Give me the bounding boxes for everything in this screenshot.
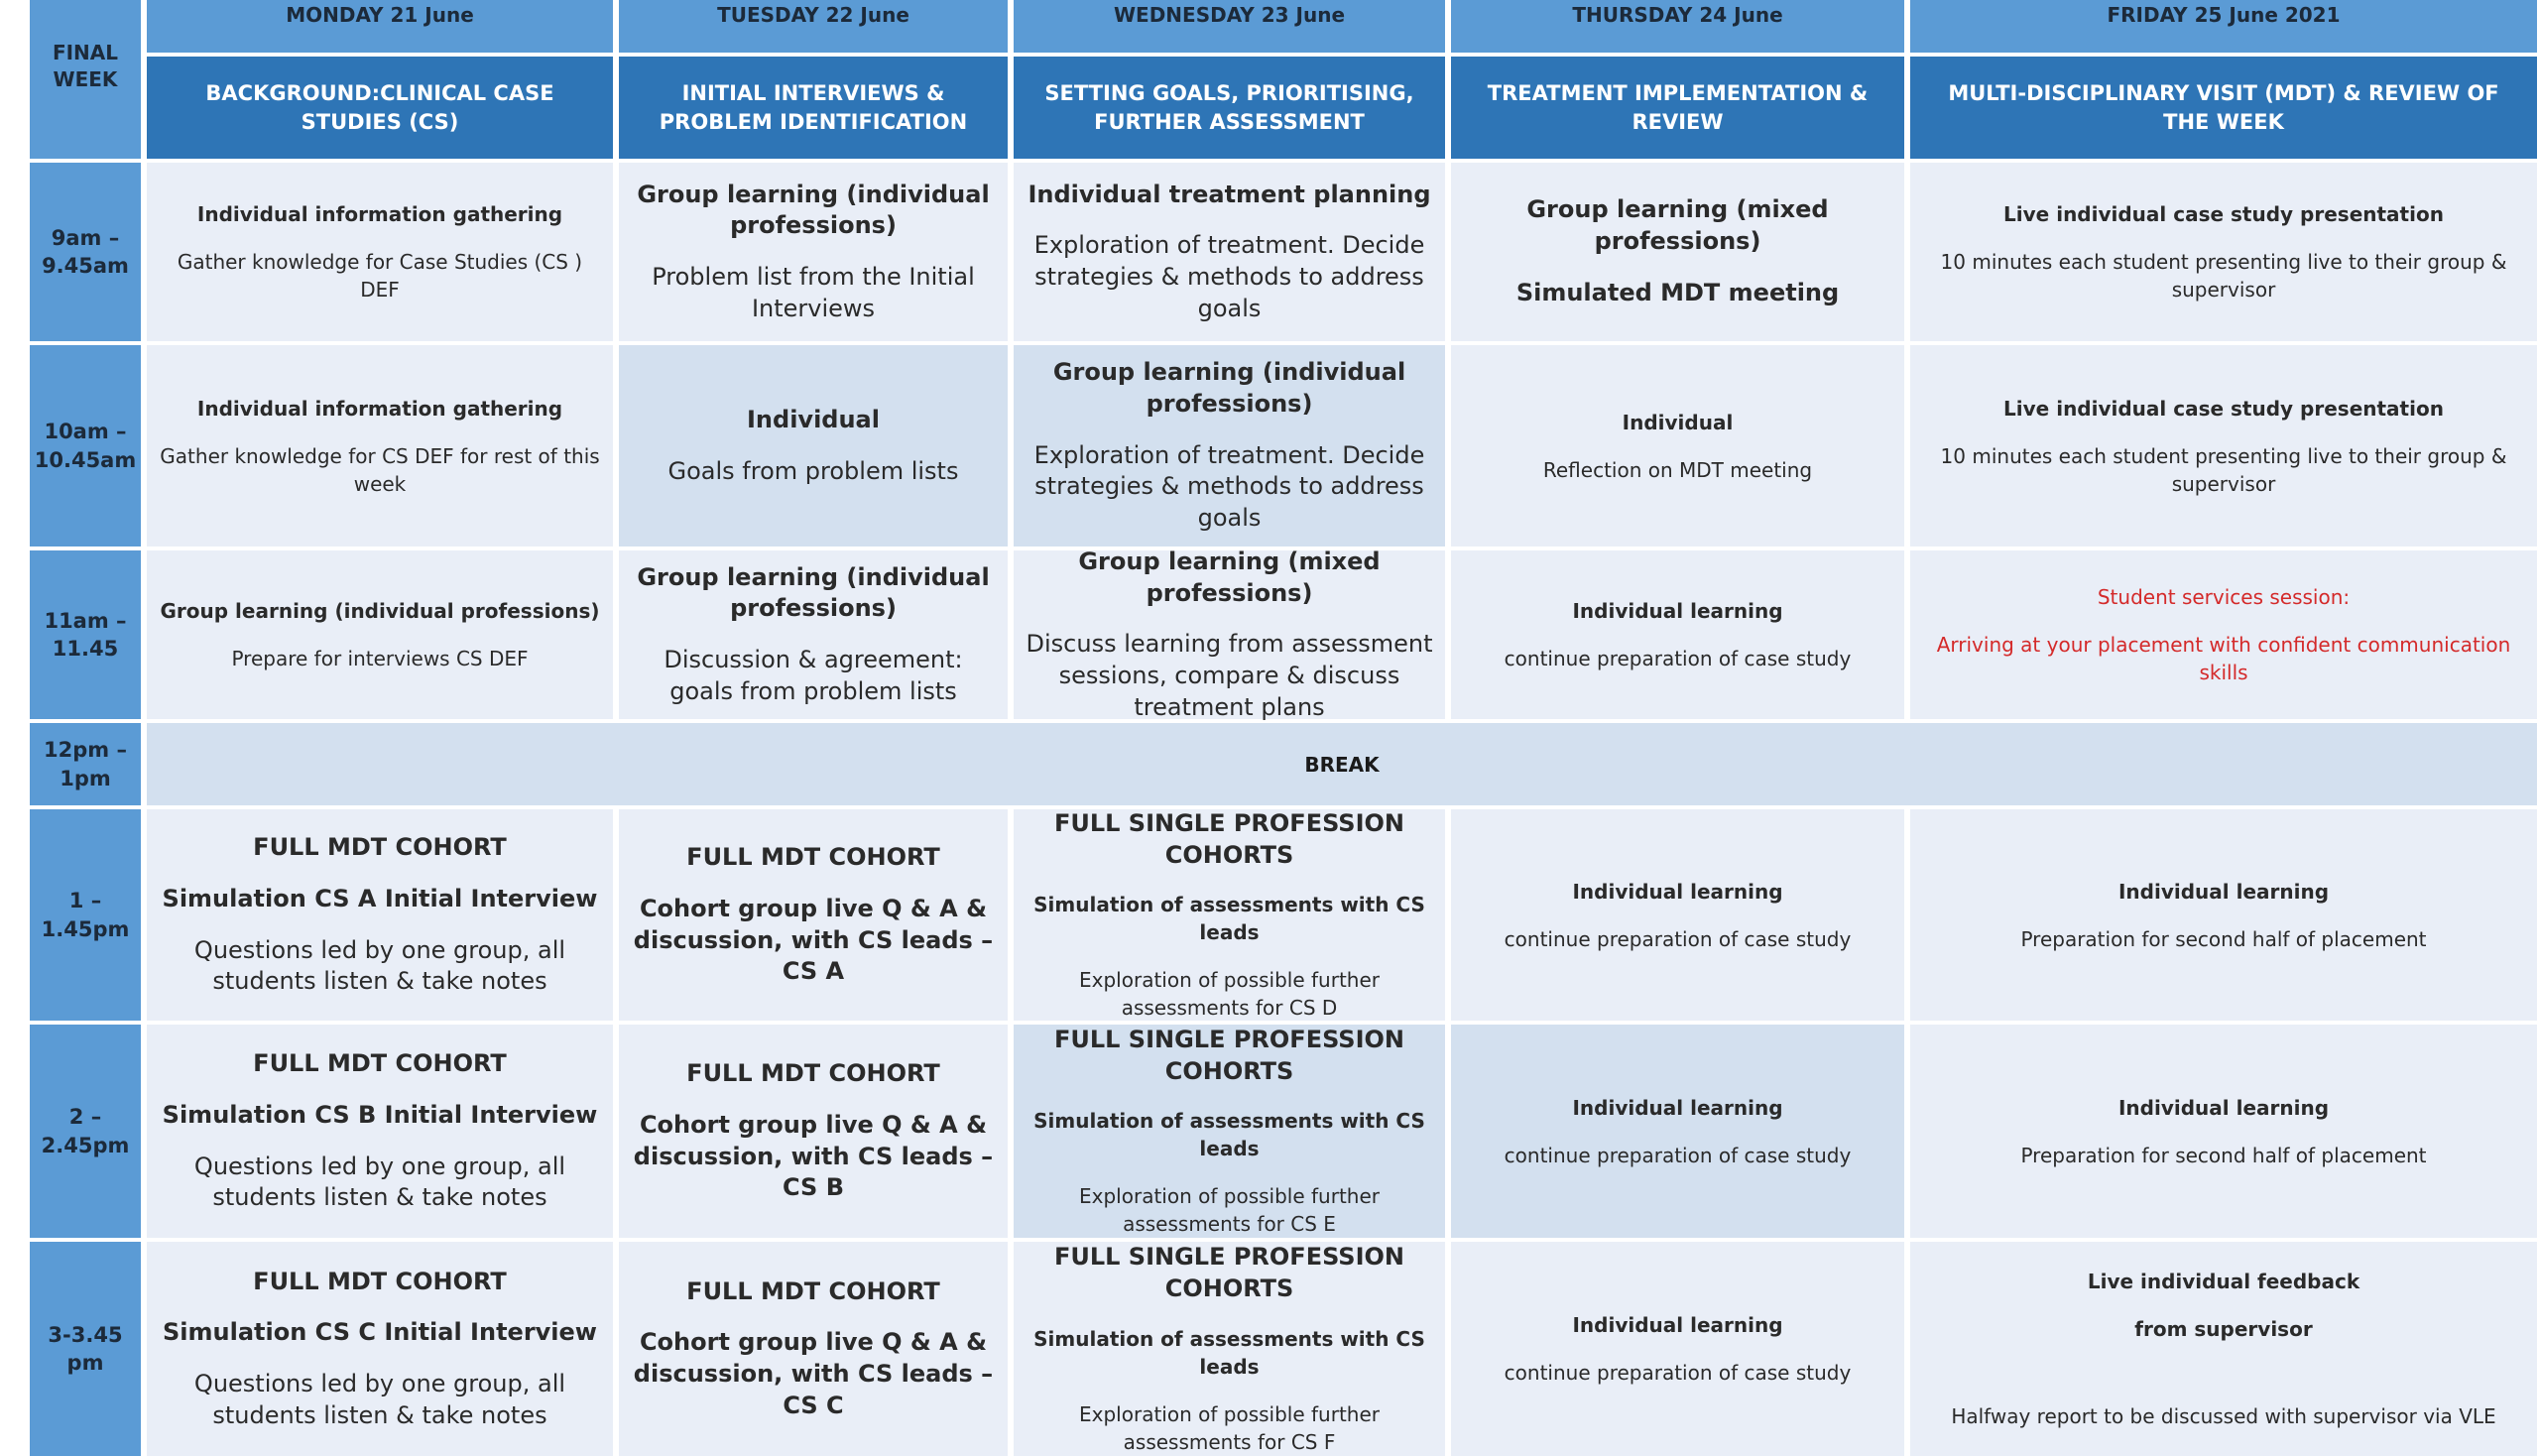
session-subtitle: Simulation CS A Initial Interview xyxy=(162,884,598,912)
session-subtitle: Cohort group live Q & A & discussion, with CS leads – CS C xyxy=(633,1328,994,1419)
final-week-label: FINAL WEEK xyxy=(30,0,141,159)
day-header-friday: FRIDAY 25 June 2021 xyxy=(1910,0,2537,53)
session-body: continue preparation of case study xyxy=(1504,647,1852,670)
session-fri-11am xyxy=(1910,550,2537,719)
theme-wednesday: SETTING GOALS, PRIORITISING, FURTHER ASSESSMENT xyxy=(1014,57,1445,159)
session-title: Group learning (individual professions) xyxy=(637,180,990,240)
session-body: Preparation for second half of placement xyxy=(2020,926,2427,951)
session-title: FULL MDT COHORT xyxy=(253,1049,507,1078)
session-mon-2pm xyxy=(147,1025,613,1238)
session-thu-9am xyxy=(1451,163,1904,341)
session-title: Individual learning xyxy=(1572,1095,1783,1120)
session-body: Discuss learning from assessment sessions, compare & discuss treatment plans xyxy=(1026,630,1433,721)
session-body: Gather knowledge for Case Studies (CS ) DEF xyxy=(177,250,583,302)
session-fri-10am xyxy=(1910,345,2537,546)
session-title: FULL MDT COHORT xyxy=(253,1267,507,1295)
session-title: Live individual case study presentation xyxy=(2003,396,2444,421)
session-subtitle: Simulation CS B Initial Interview xyxy=(162,1100,598,1129)
session-title: Individual learning xyxy=(1572,879,1783,904)
session-tue-2pm xyxy=(619,1025,1008,1238)
session-fri-2pm xyxy=(1910,1025,2537,1238)
theme-friday: MULTI-DISCIPLINARY VISIT (MDT) & REVIEW OF THE WEEK xyxy=(1910,57,2537,159)
session-title: Individual learning xyxy=(1572,1313,1783,1337)
session-tue-10am xyxy=(619,345,1008,546)
session-body: 10 minutes each student presenting live to their group & supervisor xyxy=(1940,443,2507,496)
session-body: Exploration of treatment. Decide strategies & methods to address goals xyxy=(1033,440,1425,532)
session-wed-2pm xyxy=(1014,1025,1445,1238)
session-body: Prepare for interviews CS DEF xyxy=(231,647,529,670)
session-subtitle: Simulation of assessments with CS leads xyxy=(1033,1109,1425,1161)
session-mon-3pm xyxy=(147,1242,613,1456)
session-body: Simulated MDT meeting xyxy=(1515,278,1840,306)
session-title: Group learning (mixed professions) xyxy=(1526,195,1829,256)
session-title: Individual xyxy=(747,405,880,433)
session-mon-10am xyxy=(147,345,613,546)
time-slot-12pm: 12pm – 1pm xyxy=(30,723,141,805)
session-thu-2pm xyxy=(1451,1025,1904,1238)
session-title: FULL MDT COHORT xyxy=(686,1059,940,1088)
session-title: Group learning (individual professions) xyxy=(160,599,600,623)
session-thu-1pm xyxy=(1451,809,1904,1021)
session-title: Group learning (individual professions) xyxy=(637,562,990,623)
session-title: FULL SINGLE PROFESSION COHORTS xyxy=(1053,808,1405,869)
session-subtitle: from supervisor xyxy=(2134,1317,2313,1341)
session-wed-3pm xyxy=(1014,1242,1445,1456)
theme-monday: BACKGROUND:CLINICAL CASE STUDIES (CS) xyxy=(147,57,613,159)
session-title: Individual xyxy=(1622,410,1734,434)
session-body: continue preparation of case study xyxy=(1504,1361,1852,1385)
session-body: Arriving at your placement with confident communication skills xyxy=(1936,633,2511,684)
session-title: FULL MDT COHORT xyxy=(686,843,940,872)
session-body: continue preparation of case study xyxy=(1504,1143,1852,1167)
day-header-wednesday: WEDNESDAY 23 June xyxy=(1014,0,1445,53)
session-tue-9am xyxy=(619,163,1008,341)
session-title: Student services session: xyxy=(2097,585,2351,609)
session-body: Exploration of possible further assessments for CS F xyxy=(1079,1401,1380,1454)
session-tue-3pm xyxy=(619,1242,1008,1456)
session-title: Group learning (mixed professions) xyxy=(1078,546,1381,607)
session-body: Problem list from the Initial Interviews xyxy=(652,263,975,322)
time-slot-1pm: 1 – 1.45pm xyxy=(30,809,141,1021)
session-body: Exploration of treatment. Decide strategies & methods to address goals xyxy=(1033,231,1425,322)
session-body: Questions led by one group, all students listen & take notes xyxy=(193,935,566,996)
session-body: Reflection on MDT meeting xyxy=(1542,457,1813,482)
session-tue-11am xyxy=(619,550,1008,719)
session-title: Individual learning xyxy=(2117,879,2330,904)
session-subtitle: Cohort group live Q & A & discussion, with CS leads – CS B xyxy=(633,1110,994,1202)
theme-thursday: TREATMENT IMPLEMENTATION & REVIEW xyxy=(1451,57,1904,159)
theme-tuesday: INITIAL INTERVIEWS & PROBLEM IDENTIFICATION xyxy=(619,57,1008,159)
break-label: BREAK xyxy=(147,723,2537,805)
session-body: Preparation for second half of placement xyxy=(2020,1143,2427,1167)
time-slot-2pm: 2 – 2.45pm xyxy=(30,1025,141,1238)
session-thu-11am xyxy=(1451,550,1904,719)
session-body: 10 minutes each student presenting live to their group & supervisor xyxy=(1940,250,2507,302)
session-tue-1pm xyxy=(619,809,1008,1021)
session-mon-11am xyxy=(147,550,613,719)
session-body: Halfway report to be discussed with supervisor via VLE xyxy=(1951,1404,2496,1428)
session-title: Individual learning xyxy=(2117,1095,2330,1120)
session-title: Live individual feedback xyxy=(2087,1270,2360,1293)
day-header-monday: MONDAY 21 June xyxy=(147,0,613,53)
session-body: Exploration of possible further assessments for CS E xyxy=(1079,1184,1380,1237)
session-mon-9am xyxy=(147,163,613,341)
session-title: FULL MDT COHORT xyxy=(686,1276,940,1305)
session-body: Discussion & agreement: goals from problem lists xyxy=(664,646,963,705)
time-slot-9am: 9am – 9.45am xyxy=(30,163,141,341)
session-subtitle: Simulation of assessments with CS leads xyxy=(1033,893,1425,945)
time-slot-10am: 10am – 10.45am xyxy=(30,345,141,546)
session-title: Individual information gathering xyxy=(196,202,563,226)
session-title: Individual learning xyxy=(1572,599,1783,623)
session-body: Questions led by one group, all students listen & take notes xyxy=(193,1152,566,1212)
session-body: Exploration of possible further assessments for CS D xyxy=(1079,968,1380,1021)
session-fri-3pm xyxy=(1910,1242,2537,1456)
session-wed-9am xyxy=(1014,163,1445,341)
time-slot-3pm: 3-3.45 pm xyxy=(30,1242,141,1456)
time-slot-11am: 11am – 11.45 xyxy=(30,550,141,719)
session-wed-1pm xyxy=(1014,809,1445,1021)
session-thu-10am xyxy=(1451,345,1904,546)
session-subtitle: Simulation of assessments with CS leads xyxy=(1033,1326,1425,1379)
session-title: FULL SINGLE PROFESSION COHORTS xyxy=(1053,1243,1405,1302)
session-title: Group learning (individual professions) xyxy=(1052,358,1406,418)
session-body: Questions led by one group, all students listen & take notes xyxy=(193,1370,566,1429)
session-title: FULL SINGLE PROFESSION COHORTS xyxy=(1053,1025,1405,1085)
session-subtitle: Simulation CS C Initial Interview xyxy=(163,1318,597,1347)
session-wed-11am xyxy=(1014,546,1445,721)
session-fri-9am xyxy=(1910,163,2537,341)
session-body: continue preparation of case study xyxy=(1504,926,1852,951)
day-header-thursday: THURSDAY 24 June xyxy=(1451,0,1904,53)
session-wed-10am xyxy=(1014,345,1445,546)
session-body: Goals from problem lists xyxy=(667,456,959,485)
session-thu-3pm xyxy=(1451,1242,1904,1456)
session-body: Gather knowledge for CS DEF for rest of this week xyxy=(160,443,600,496)
session-title: Live individual case study presentation xyxy=(2003,202,2444,226)
session-subtitle: Cohort group live Q & A & discussion, with CS leads – CS A xyxy=(633,894,994,986)
session-fri-1pm xyxy=(1910,809,2537,1021)
session-title: FULL MDT COHORT xyxy=(253,833,507,862)
session-title: Individual treatment planning xyxy=(1028,180,1431,208)
timetable xyxy=(30,0,2513,1454)
day-header-tuesday: TUESDAY 22 June xyxy=(619,0,1008,53)
session-mon-1pm xyxy=(147,809,613,1021)
session-title: Individual information gathering xyxy=(196,396,563,421)
